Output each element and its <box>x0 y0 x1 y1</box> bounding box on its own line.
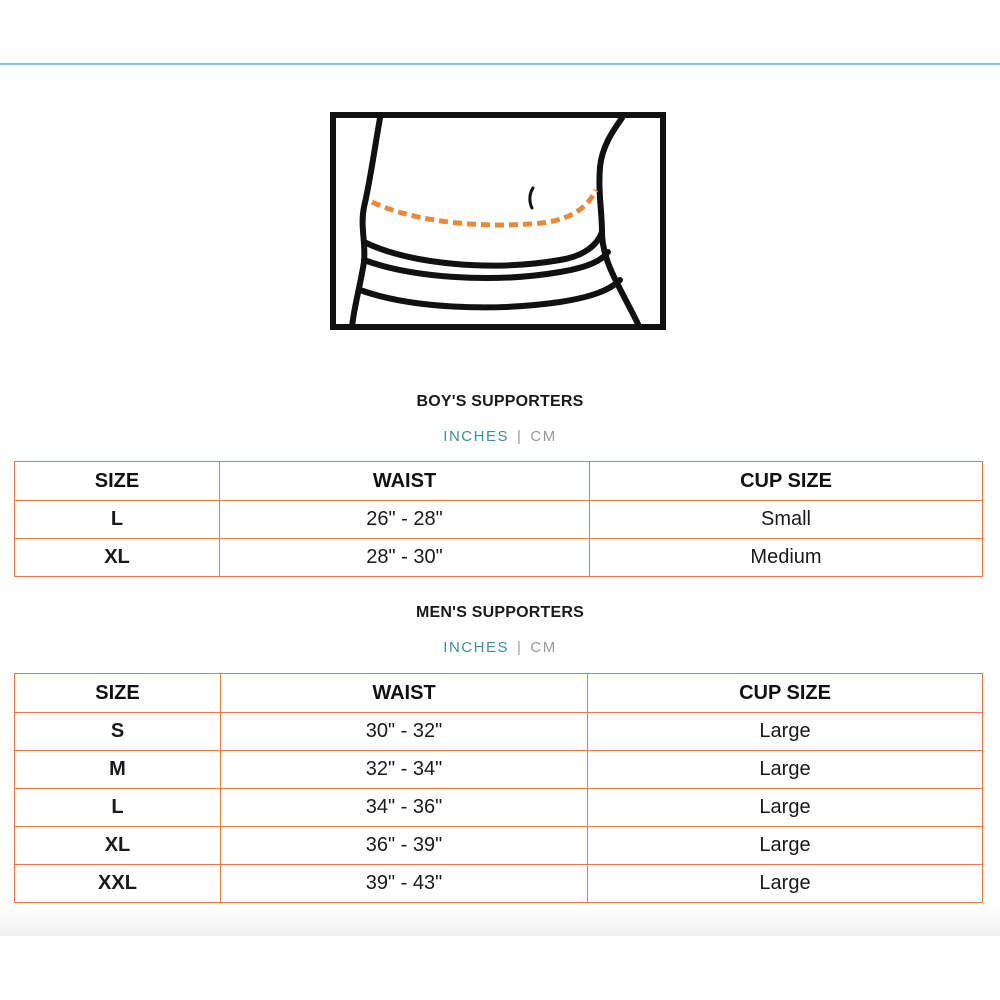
boys-unit-toggle <box>0 428 1000 445</box>
waist-cell: 26" - 28" <box>220 501 590 539</box>
cup-cell: Medium <box>590 539 983 577</box>
boys-unit-inches[interactable]: INCHES <box>443 428 509 445</box>
header-size: SIZE <box>15 462 220 501</box>
boys-section-title: BOY'S SUPPORTERS <box>416 393 584 410</box>
table-row <box>15 539 983 577</box>
header-waist: WAIST <box>220 462 590 501</box>
size-cell: S <box>15 713 221 751</box>
table-row <box>15 713 983 751</box>
waist-cell: 39" - 43" <box>221 865 588 903</box>
mens-unit-cm[interactable]: CM <box>530 639 557 656</box>
bottom-divider <box>0 906 1000 936</box>
mens-section-title: MEN'S SUPPORTERS <box>416 604 584 621</box>
cup-cell: Large <box>588 865 983 903</box>
waist-cell: 36" - 39" <box>221 827 588 865</box>
size-cell: L <box>15 501 220 539</box>
size-cell: M <box>15 751 221 789</box>
header-size: SIZE <box>15 674 221 713</box>
unit-separator: | <box>516 639 523 656</box>
header-cup-size: CUP SIZE <box>588 674 983 713</box>
mens-unit-inches[interactable]: INCHES <box>443 639 509 656</box>
cup-cell: Large <box>588 789 983 827</box>
header-cup-size: CUP SIZE <box>590 462 983 501</box>
waist-cell: 30" - 32" <box>221 713 588 751</box>
table-header-row <box>15 462 983 501</box>
header-waist: WAIST <box>221 674 588 713</box>
boys-size-table <box>14 461 983 577</box>
cup-cell: Large <box>588 827 983 865</box>
table-row <box>15 865 983 903</box>
table-row <box>15 501 983 539</box>
size-cell: XL <box>15 827 221 865</box>
waist-cell: 28" - 30" <box>220 539 590 577</box>
size-cell: XXL <box>15 865 221 903</box>
mens-size-table <box>14 673 983 903</box>
table-header-row <box>15 674 983 713</box>
cup-cell: Large <box>588 751 983 789</box>
top-divider <box>0 63 1000 65</box>
waist-cell: 32" - 34" <box>221 751 588 789</box>
table-row <box>15 751 983 789</box>
waist-cell: 34" - 36" <box>221 789 588 827</box>
unit-separator: | <box>516 428 523 445</box>
size-cell: XL <box>15 539 220 577</box>
mens-unit-toggle <box>0 639 1000 656</box>
cup-cell: Small <box>590 501 983 539</box>
table-row <box>15 789 983 827</box>
boys-unit-cm[interactable]: CM <box>530 428 557 445</box>
waist-measurement-icon <box>330 112 666 330</box>
cup-cell: Large <box>588 713 983 751</box>
table-row <box>15 827 983 865</box>
size-cell: L <box>15 789 221 827</box>
